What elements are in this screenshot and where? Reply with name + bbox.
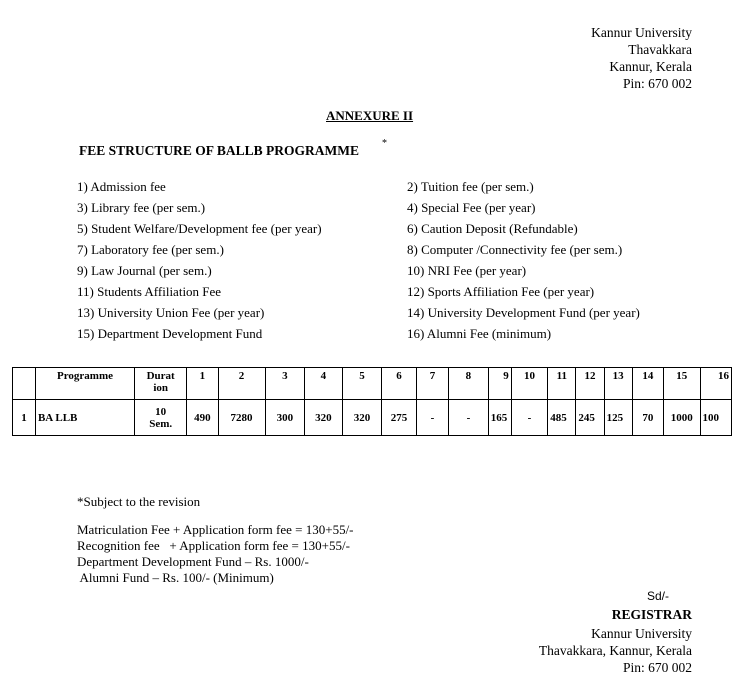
legend-item: 12) Sports Affiliation Fee (per year) (407, 284, 595, 299)
fee-value: 1000 (664, 400, 701, 436)
fee-notes (77, 522, 354, 586)
duration-line: Sem. (149, 417, 173, 430)
legend-item: 7) Laboratory fee (per sem.) (77, 242, 224, 257)
legend-item: 13) University Union Fee (per year) (77, 305, 265, 320)
header-col: 11 (548, 368, 576, 400)
header-col: 13 (604, 368, 632, 400)
fee-legend-left (77, 176, 322, 344)
legend-item: 3) Library fee (per sem.) (77, 200, 206, 215)
fee-structure-title: FEE STRUCTURE OF BALLB PROGRAMME (79, 143, 360, 158)
address-line: Pin: 670 002 (622, 76, 692, 91)
legend-item: 15) Department Development Fund (77, 326, 263, 341)
legend-item: 11) Students Affiliation Fee (77, 284, 222, 299)
row-sl: 1 (13, 400, 36, 436)
legend-item: 16) Alumni Fee (minimum) (407, 326, 552, 341)
legend-item: 10) NRI Fee (per year) (407, 263, 527, 278)
fee-value: 7280 (218, 400, 265, 436)
address-line: Kannur, Kerala (609, 59, 692, 74)
header-col: 3 (265, 368, 305, 400)
header-sl (13, 368, 36, 400)
legend-item: 14) University Development Fund (per year) (407, 305, 640, 320)
asterisk-mark: * (382, 138, 387, 149)
row-programme: BA LLB (35, 400, 134, 436)
fee-note-line: Matriculation Fee + Application form fee = 130+55/- (77, 522, 354, 537)
fee-value: 275 (382, 400, 416, 436)
header-col: 5 (342, 368, 382, 400)
fee-value: 320 (342, 400, 382, 436)
fee-value: 70 (632, 400, 663, 436)
header-col: 9 (488, 368, 511, 400)
duration-line: 10 (155, 405, 167, 418)
signature-sd: Sd/- (646, 589, 669, 603)
address-line: Kannur University (591, 626, 692, 641)
header-col: 16 (700, 368, 731, 400)
fee-value: - (449, 400, 489, 436)
header-col: 7 (416, 368, 448, 400)
fee-value: 165 (488, 400, 511, 436)
legend-item: 2) Tuition fee (per sem.) (407, 179, 534, 194)
fee-value: 100 (700, 400, 731, 436)
fee-value: 485 (548, 400, 576, 436)
address-line: Thavakkara (628, 42, 692, 57)
legend-item: 4) Special Fee (per year) (407, 200, 536, 215)
annexure-title: ANNEXURE II (326, 108, 414, 123)
row-duration (135, 400, 187, 436)
fee-note-line: Recognition fee + Application form fee = 130+55/- (77, 538, 350, 553)
fee-value: 245 (576, 400, 604, 436)
header-address (591, 24, 692, 92)
fee-value: 320 (305, 400, 343, 436)
header-col: 2 (218, 368, 265, 400)
legend-item: 1) Admission fee (77, 179, 166, 194)
fee-value: - (511, 400, 548, 436)
legend-item: 6) Caution Deposit (Refundable) (407, 221, 578, 236)
address-line: Kannur University (591, 25, 692, 40)
header-col: 10 (511, 368, 548, 400)
table-row (13, 400, 732, 436)
table-header-row (13, 368, 732, 400)
fee-legend-right (407, 176, 640, 344)
header-programme: Programme (35, 368, 134, 400)
duration-line: Durat (146, 370, 175, 382)
header-col: 12 (576, 368, 604, 400)
header-col: 4 (305, 368, 343, 400)
header-col: 14 (632, 368, 663, 400)
fee-value: 490 (187, 400, 218, 436)
legend-item: 5) Student Welfare/Development fee (per year) (77, 221, 322, 236)
signature-address (539, 625, 692, 676)
fee-value: 125 (604, 400, 632, 436)
duration-line: ion (153, 382, 168, 394)
header-col: 8 (449, 368, 489, 400)
fee-table (12, 367, 732, 436)
fee-note-line: Department Development Fund – Rs. 1000/- (77, 554, 309, 569)
fee-value: - (416, 400, 448, 436)
address-line: Pin: 670 002 (622, 660, 692, 675)
header-col: 6 (382, 368, 416, 400)
registrar-title: REGISTRAR (611, 607, 692, 622)
header-col: 15 (664, 368, 701, 400)
address-line: Thavakkara, Kannur, Kerala (538, 643, 692, 658)
legend-item: 8) Computer /Connectivity fee (per sem.) (407, 242, 623, 257)
subject-note: *Subject to the revision (77, 494, 201, 509)
legend-item: 9) Law Journal (per sem.) (77, 263, 212, 278)
header-duration (135, 368, 187, 400)
fee-value: 300 (265, 400, 305, 436)
header-col: 1 (187, 368, 218, 400)
fee-note-line: Alumni Fund – Rs. 100/- (Minimum) (77, 570, 274, 585)
